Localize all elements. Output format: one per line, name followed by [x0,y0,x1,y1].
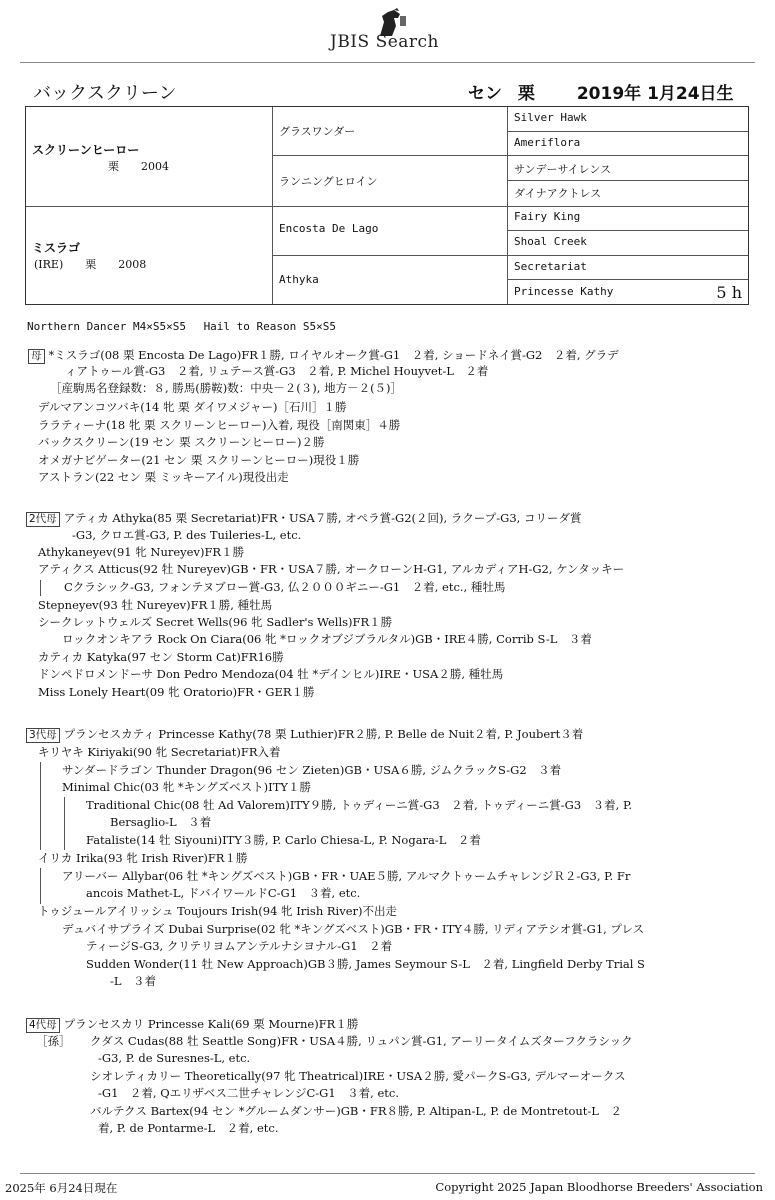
g4-tag: 4代母 [26,1018,60,1033]
jbis-logo[interactable] [330,8,460,54]
g2-line-2: -G3, クロエ賞-G3, P. des Tuileries-L, etc. [72,528,302,542]
list-item-continued: ancois Mathet-L, ドバイワールドC-G1 ３着, etc. [86,886,361,900]
pedigree-sire-dam[interactable]: ランニングヒロイン [279,175,378,188]
pedigree-dam[interactable] [32,239,146,272]
g2-tag: 2代母 [26,512,60,527]
list-item: Fataliste(14 牡 Siyouni)ITY３勝, P. Carlo Chiesa-L, P. Nogara-L ２着 [86,833,481,847]
logo-text: JBIS Search [330,32,440,52]
list-item-continued: -L ３着 [110,974,157,988]
pedigree-table [25,106,749,305]
list-item: Stepneyev(93 牡 Nureyev)FR１勝, 種牡馬 [38,598,273,612]
pedigree-g3-5[interactable]: Fairy King [514,210,581,223]
list-item-continued: -G3, P. de Suresnes-L, etc. [98,1051,251,1065]
list-item: Athykaneyev(91 牝 Nureyev)FR１勝 [38,545,245,559]
list-item-continued: Bersaglio-L ３着 [110,815,212,829]
dam-name[interactable]: ミスラゴ [32,241,81,255]
list-item: サンダードラゴン Thunder Dragon(96 セン Zieten)GB・USA６勝, ジムクラックS-G2 ３着 [62,763,562,777]
offspring-row: アストラン(22 セン 栗 ミッキーアイル)現役出走 [38,470,289,484]
dam-line-2: ィアトゥール賞-G3 ２着, リュテース賞-G3 ２着, P. Michel Houyvet-L ２着 [65,364,489,378]
footer-date: 2025年 6月24日現在 [5,1181,118,1195]
grandchildren-label: ［孫］ [36,1034,71,1048]
g4-line-1: 4代母 プランセスカリ Princesse Kali(69 栗 Mourne)FR１勝 [26,1018,358,1033]
horse-birthdate: 2019年 1月24日生 [576,84,734,104]
list-item: Sudden Wonder(11 牡 New Approach)GB３勝, James Seymour S-L ２着, Lingfield Derby Trial S [86,957,645,971]
list-item-continued: 着, P. de Pontarme-L ２着, etc. [98,1121,279,1135]
pedigree-g3-2[interactable]: Ameriflora [514,136,581,149]
sire-name[interactable]: スクリーンヒーロー [32,143,140,157]
pedigree-g3-1[interactable]: Silver Hawk [514,111,587,124]
list-item: クダス Cudas(88 牡 Seattle Song)FR・USA４勝, リュパン賞-G1, アーリータイムズターフクラシック [90,1034,633,1048]
header-divider [20,62,755,63]
pedigree-g3-7[interactable]: Secretariat [514,260,587,273]
list-item-continued: -G1 ２着, Qエリザベス二世チャレンジC-G1 ３着, etc. [98,1086,399,1100]
list-item: イリカ Irika(93 牝 Irish River)FR１勝 [38,851,248,865]
list-item: シークレットウェルズ Secret Wells(96 牝 Sadler's Wells)FR１勝 [38,615,393,629]
list-item: トゥジュールアイリッシュ Toujours Irish(94 牝 Irish River)不出走 [38,904,398,918]
list-item: Miss Lonely Heart(09 牝 Oratorio)FR・GER１勝 [38,685,315,699]
offspring-row: デルマアンコツバキ(14 牝 栗 ダイワメジャー)［石川］１勝 [38,400,347,414]
dam-tag: 母 [28,349,45,364]
inbreeding-note: 5 h [716,283,742,302]
dam-line-3: ［産駒馬名登録数：８, 勝馬(勝鞍)数：中央－２(３), 地方－２(５)］ [50,381,403,395]
footer-divider [20,1173,755,1174]
list-item: アリーバー Allybar(06 牡 *キングズベスト)GB・FR・UAE５勝, アルマクトゥームチャレンジＲ２-G3, P. Fr [62,869,631,883]
pedigree-sire-sire[interactable]: グラスワンダー [279,125,356,138]
list-item-continued: Cクラシック-G3, フォンテヌブロー賞-G3, 仏２０００ギニー-G1 ２着, etc., 種牡馬 [64,580,506,594]
inbreeding-line: Northern Dancer M4×S5×S5 Hail to Reason S5×S5 [27,320,337,333]
horse-meta [468,79,744,104]
list-item: Traditional Chic(08 牡 Ad Valorem)ITY９勝, トゥディーニ賞-G3 ２着, トゥディーニ賞-G3 ３着, P. [86,798,633,812]
pedigree-sire[interactable] [32,141,169,174]
list-item: バルテクス Bartex(94 セン *グルームダンサー)GB・FR８勝, P. Altipan-L, P. de Montretout-L ２ [90,1104,622,1118]
offspring-row: オメガナビゲーター(21 セン 栗 スクリーンヒーロー)現役１勝 [38,453,360,467]
offspring-row: バックスクリーン(19 セン 栗 スクリーンヒーロー)２勝 [38,435,325,449]
pedigree-dam-dam[interactable]: Athyka [279,273,319,286]
g3-tag: 3代母 [26,728,60,743]
horse-name: バックスクリーン [33,83,177,104]
list-item-continued: ティージS-G3, クリテリヨムアンテルナシヨナル-G1 ２着 [86,939,393,953]
g2-line-1: 2代母 アティカ Athyka(85 栗 Secretariat)FR・USA７勝, オペラ賞-G2(２回), ラクープ-G3, コリーダ賞 [26,512,581,527]
pedigree-g3-4[interactable]: ダイナアクトレス [514,187,602,200]
dam-detail: (IRE) 栗 2008 [34,258,147,271]
list-item: ドンペドロメンドーサ Don Pedro Mendoza(04 牡 *デインヒル)IRE・USA２勝, 種牡馬 [38,667,504,681]
pedigree-g3-6[interactable]: Shoal Creek [514,235,587,248]
sire-detail: 栗 2004 [108,160,169,173]
list-item: Minimal Chic(03 牝 *キングズベスト)ITY１勝 [62,780,311,794]
pedigree-dam-sire[interactable]: Encosta De Lago [279,222,379,235]
pedigree-g3-3[interactable]: サンデーサイレンス [514,163,612,176]
list-item: シオレティカリー Theoretically(97 牝 Theatrical)IRE・USA２勝, 愛パークS-G3, デルマーオークス [90,1069,626,1083]
list-item: キリヤキ Kiriyaki(90 牝 Secretariat)FR入着 [38,745,281,759]
horse-sex: セン [468,84,502,104]
footer-copyright: Copyright 2025 Japan Bloodhorse Breeders' Association [435,1180,763,1194]
offspring-row: ララティーナ(18 牝 栗 スクリーンヒーロー)入着, 現役［南関東］４勝 [38,418,401,432]
dam-line-1: 母 *ミスラゴ(08 栗 Encosta De Lago)FR１勝, ロイヤルオーク賞-G1 ２着, ショードネイ賞-G2 ２着, グラデ [28,349,619,364]
g3-line-1: 3代母 プランセスカティ Princesse Kathy(78 栗 Luthier)FR２勝, P. Belle de Nuit２着, P. Joubert３着 [26,728,583,743]
list-item: ロックオンキアラ Rock On Ciara(06 牝 *ロックオブジブラルタル)GB・IRE４勝, Corrib S-L ３着 [62,632,592,646]
list-item: アティクス Atticus(92 牡 Nureyev)GB・FR・USA７勝, オークローンH-G1, アルカディアH-G2, ケンタッキー [38,562,625,576]
list-item: カティカ Katyka(97 セン Storm Cat)FR16勝 [38,650,284,664]
pedigree-g3-8[interactable]: Princesse Kathy [514,285,614,298]
horse-color: 栗 [517,84,535,104]
list-item: デュバイサプライズ Dubai Surprise(02 牝 *キングズベスト)GB・FR・ITY４勝, リディアテシオ賞-G1, プレス [62,922,645,936]
